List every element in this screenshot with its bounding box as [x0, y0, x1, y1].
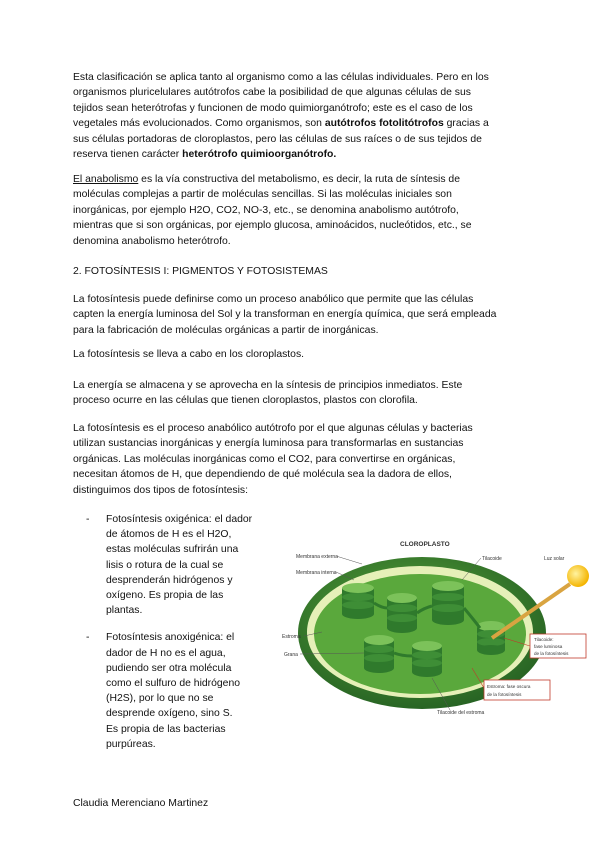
text-line: (H2S), por lo que no se — [106, 693, 214, 705]
label-tilacoide-estroma: Tilacoide del estroma — [437, 710, 485, 716]
text-line: oxígeno. Es propia de las — [106, 590, 224, 602]
text-line: pudiendo ser otra molécula — [106, 662, 232, 674]
text-line: inorgánicas, por ejemplo H2O, CO2, NO-3, etc., se denomina anabolismo autótrofo, — [73, 204, 459, 216]
bold-term-heterotrofo: heterótrofo quimioorganótrofo. — [182, 149, 337, 161]
text-line: proceso ocurre en las células que tienen cloroplastos, plastos con clorofila. — [73, 395, 418, 407]
text-line: lisis o rotura de la cual se — [106, 559, 224, 571]
svg-text:de la fotosíntesis: de la fotosíntesis — [487, 692, 522, 697]
text-line: sus células portadoras de cloroplastos, pero las células de sus raíces o de sus tejidos de — [73, 133, 482, 145]
bullet-marker: - — [86, 632, 90, 644]
text-line: El anabolismo es la vía constructiva del metabolismo, es decir, la ruta de síntesis de — [73, 174, 460, 185]
chloroplast-figure — [282, 528, 592, 728]
text-line: Fotosíntesis oxigénica: el dador — [106, 514, 253, 525]
underlined-term-anabolismo: El anabolismo — [73, 174, 139, 185]
paragraph-clasificacion — [73, 70, 533, 162]
text-line: Es propia de las bacterias — [106, 723, 226, 735]
text-line: dador de H no es el agua, — [106, 647, 226, 659]
text-line: estas moléculas sufrirán una — [106, 544, 239, 556]
text-line: Esta clasificación se aplica tanto al organismo como a las células individuales. Pero en los — [73, 72, 489, 83]
label-membrana-externa: Membrana externa — [296, 554, 338, 560]
label-tilacoide: Tilacoide — [482, 556, 502, 562]
svg-text:Estroma: fase oscura: Estroma: fase oscura — [487, 684, 531, 689]
svg-text:Tilacoide:: Tilacoide: — [534, 637, 554, 642]
text-line: Fotosíntesis anoxigénica: el — [106, 632, 235, 644]
list-item-anoxigenica — [86, 630, 286, 752]
text-line: distinguimos dos tipos de fotosíntesis: — [73, 484, 249, 496]
text-line: orgánicas. Las moléculas inorgánicas como el CO2, para convertirse en orgánicas, — [73, 453, 456, 465]
figure-title: CLOROPLASTO — [400, 541, 450, 548]
text-line: denomina anabolismo heterótrofo. — [73, 235, 231, 247]
text-line: reserva tienen carácter heterótrofo quimioorganótrofo. — [73, 149, 337, 161]
paragraph-proceso — [73, 421, 533, 498]
text-line: vegetales más evolucionados. Como organismos, son autótrofos fotolitótrofos gracias a — [73, 118, 489, 130]
text-line: organismos pluricelulares autótrofos cabe la posibilidad de que algunas células de sus — [73, 87, 471, 99]
text-line: desprenderán hidrógenos y — [106, 574, 233, 586]
paragraph-definicion — [73, 292, 533, 338]
label-luz-solar: Luz solar — [544, 556, 565, 562]
sun-icon — [567, 565, 589, 587]
svg-text:de la fotosíntesis: de la fotosíntesis — [534, 651, 569, 656]
paragraph-cloroplastos — [73, 347, 533, 362]
footer-author: Claudia Merenciano Martinez — [73, 798, 209, 809]
bullet-marker: - — [86, 514, 90, 525]
svg-text:fase luminosa: fase luminosa — [534, 644, 563, 649]
text-line: de átomos de H es el H2O, — [106, 529, 232, 541]
text-line: La energía se almacena y se aprovecha en la síntesis de principios inmediatos. Este — [73, 380, 463, 391]
bold-term-autotrofos: autótrofos fotolitótrofos — [324, 118, 444, 130]
text-line: mientras que si son orgánicas, por ejemplo glucosa, aminoácidos, nucleótidos, etc., se — [73, 220, 472, 232]
text-line: tejidos sean heterótrofas y funcionen de modo quimiorganótrofo; este es el caso de los — [73, 102, 473, 114]
text-line: La fotosíntesis se lleva a cabo en los cloroplastos. — [73, 349, 305, 360]
photosynthesis-types-list — [86, 512, 286, 764]
label-membrana-interna: Membrana interna — [296, 570, 337, 576]
text-line: para la fabricación de moléculas orgánicas a partir de inorgánicas. — [73, 324, 379, 336]
text-line: purpúreas. — [106, 738, 156, 750]
text-line: utilizan sustancias inorgánicas y energía luminosa para transformarlas en sustancias — [73, 438, 464, 450]
text-line: La fotosíntesis es el proceso anabólico autótrofo por el que algunas células y bacterias — [73, 423, 473, 434]
text-line: desprende oxígeno, sino S. — [106, 708, 233, 720]
paragraph-energia — [73, 378, 533, 409]
list-item-oxigenica — [86, 512, 286, 618]
text-line: como el sulfuro de hidrógeno — [106, 678, 241, 690]
chloroplast-diagram — [282, 528, 592, 728]
text-line: necesitan átomos de H, que dependiendo de qué molécula sea la dadora de ellos, — [73, 469, 452, 481]
paragraph-anabolismo — [73, 172, 533, 249]
text-line: plantas. — [106, 605, 143, 617]
text-line: La fotosíntesis puede definirse como un proceso anabólico que permite que las células — [73, 294, 474, 305]
label-grana: Grana — [284, 652, 298, 658]
text-line: capten la energía luminosa del Sol y la transforman en energía química, que será empleada — [73, 309, 497, 321]
text-line: moléculas complejas a partir de moléculas sencillas. Si las moléculas iniciales son — [73, 189, 452, 201]
label-estroma: Estroma — [282, 634, 301, 640]
section-heading: 2. FOTOSÍNTESIS I: PIGMENTOS Y FOTOSISTEMAS — [73, 266, 328, 277]
